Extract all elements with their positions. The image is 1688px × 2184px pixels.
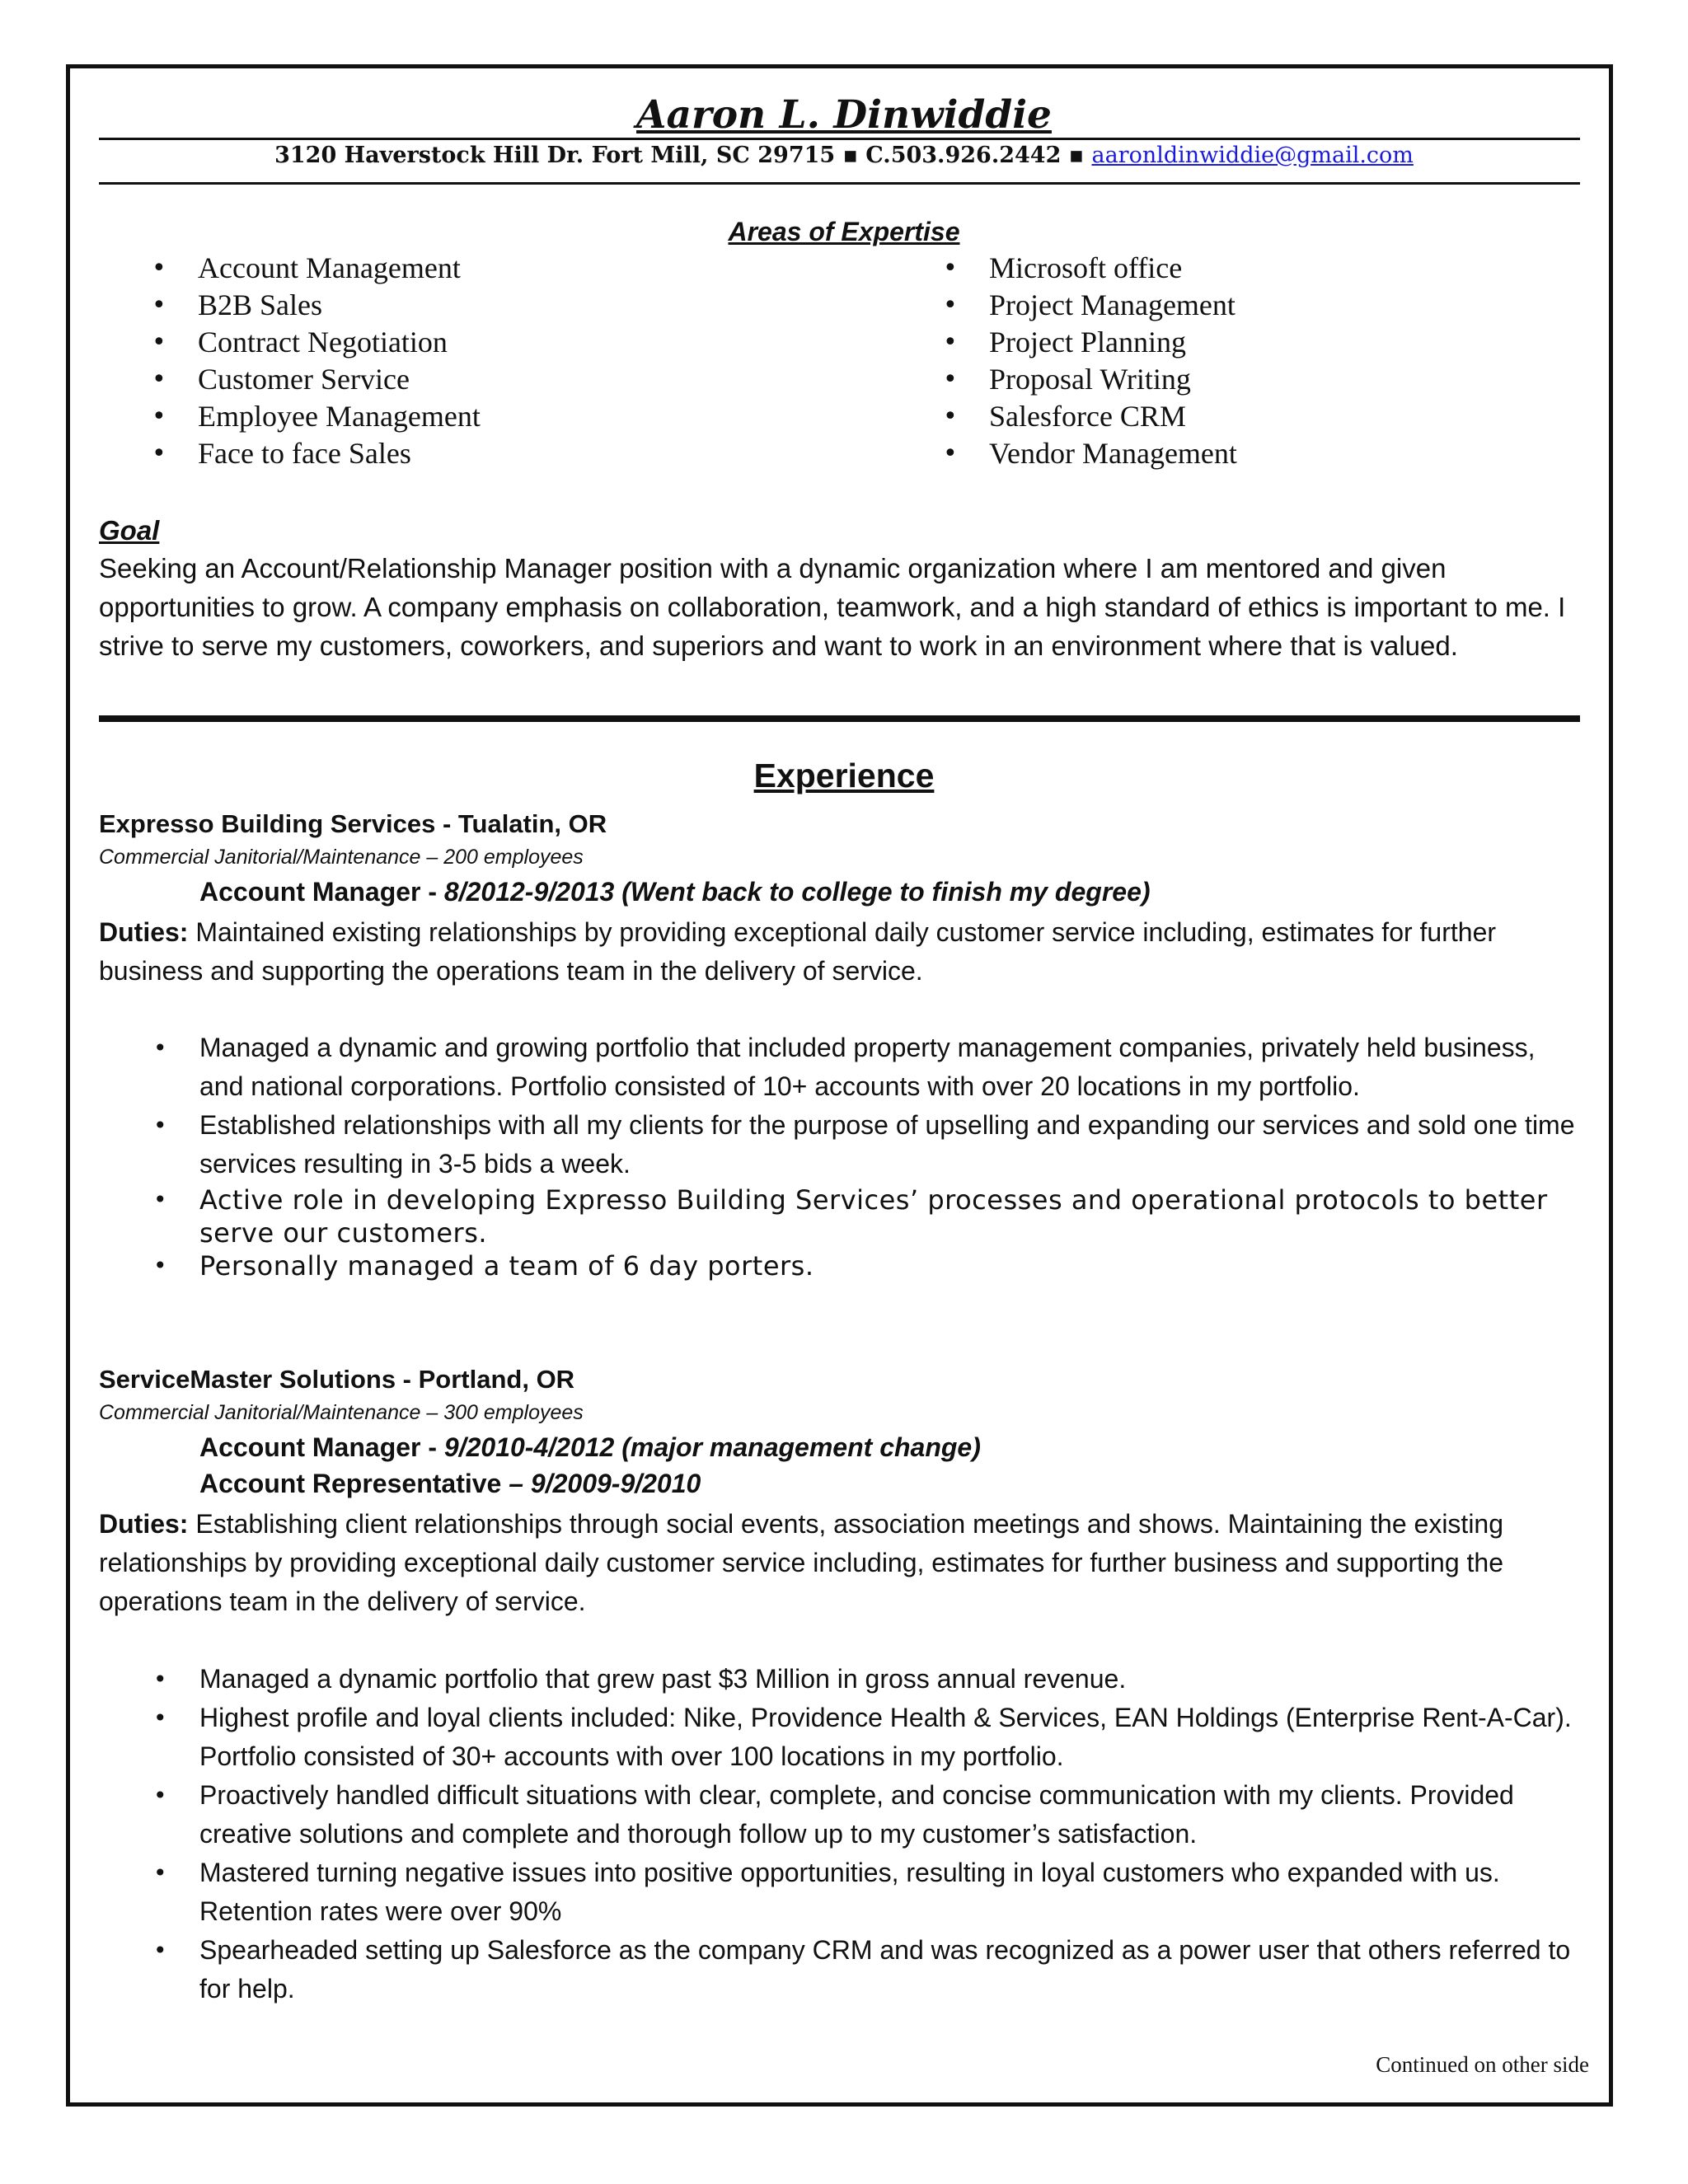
email-link[interactable]: aaronldinwiddie@gmail.com bbox=[1091, 143, 1414, 168]
skill-item: • Salesforce CRM bbox=[890, 398, 1237, 435]
job-role bbox=[199, 1432, 981, 1463]
candidate-name: Aaron L. Dinwiddie bbox=[636, 92, 1052, 138]
skill-item: • Account Management bbox=[99, 250, 481, 287]
job-duties bbox=[99, 1505, 1582, 1621]
list-item: • Proactively handled difficult situations with clear, complete, and concise communication with my clients. Provided creative solutions and complete and thorough follow up to my customer’s satisfaction. bbox=[99, 1776, 1582, 1854]
skill-item: • B2B Sales bbox=[99, 287, 481, 324]
list-item: • Mastered turning negative issues into positive opportunities, resulting in loyal customers who expanded with us. Retention rates were over 90% bbox=[99, 1854, 1582, 1931]
duties-text: Maintained existing relationships by providing exceptional daily customer service including, estimates for further business and supporting the operations team in the delivery of service. bbox=[99, 917, 1497, 986]
header-rule-top bbox=[99, 138, 1580, 140]
job-role bbox=[199, 877, 1151, 907]
role-title: Account Representative bbox=[199, 1469, 509, 1498]
job-bullets bbox=[99, 1029, 1582, 1282]
expertise-title: Areas of Expertise bbox=[728, 217, 960, 246]
job-subtitle: Commercial Janitorial/Maintenance – 300 employees bbox=[99, 1401, 584, 1424]
skill-item: • Customer Service bbox=[99, 361, 481, 398]
expertise-list-right bbox=[890, 250, 1237, 472]
skill-item: • Contract Negotiation bbox=[99, 324, 481, 361]
skill-item: • Microsoft office bbox=[890, 250, 1237, 287]
list-item: • Managed a dynamic and growing portfolio that included property management companies, privately held business, and national corporations. Portfolio consisted of 10+ accounts with over 20 locations in my portfolio. bbox=[99, 1029, 1582, 1106]
job-bullets bbox=[99, 1660, 1582, 2008]
duties-label: Duties: bbox=[99, 917, 189, 947]
duties-label: Duties: bbox=[99, 1509, 189, 1539]
duties-text: Establishing client relationships through social events, association meetings and shows. Maintaining the existing relationships by providing exceptional daily customer service including, estimates for further business and supporting the operations team in the delivery of service. bbox=[99, 1509, 1504, 1616]
skill-item: • Vendor Management bbox=[890, 435, 1237, 472]
section-divider bbox=[99, 715, 1580, 722]
role-title: Account Manager - bbox=[199, 877, 444, 907]
skill-item: • Project Planning bbox=[890, 324, 1237, 361]
skill-item: • Face to face Sales bbox=[99, 435, 481, 472]
header-rule-bottom bbox=[99, 182, 1580, 185]
job-company: Expresso Building Services - Tualatin, OR bbox=[99, 809, 607, 838]
list-item: • Highest profile and loyal clients included: Nike, Providence Health & Services, EAN Holdings (Enterprise Rent-A-Car). Portfolio consisted of 30+ accounts with over 100 locations in my portfolio. bbox=[99, 1699, 1582, 1776]
skill-item: • Employee Management bbox=[99, 398, 481, 435]
contact-line bbox=[0, 143, 1688, 168]
job-subtitle: Commercial Janitorial/Maintenance – 200 employees bbox=[99, 846, 584, 869]
goal-title: Goal bbox=[99, 515, 160, 546]
role-dates: – 9/2009-9/2010 bbox=[509, 1469, 701, 1498]
continued-note: Continued on other side bbox=[1376, 2052, 1589, 2077]
goal-text: Seeking an Account/Relationship Manager position with a dynamic organization where I am mentored and given opportunities to grow. A company emphasis on collaboration, teamwork, and a high standard of ethics is important to me. I strive to serve my customers, coworkers, and superiors and want to work in an environment where that is valued. bbox=[99, 553, 1566, 661]
job-duties bbox=[99, 913, 1582, 991]
role-dates: 9/2010-4/2012 (major management change) bbox=[443, 1432, 981, 1462]
experience-title: Experience bbox=[753, 757, 935, 794]
role-dates: 8/2012-9/2013 (Went back to college to finish my degree) bbox=[443, 877, 1151, 907]
job-role bbox=[199, 1469, 701, 1499]
list-item: • Active role in developing Expresso Building Services’ processes and operational protocols to better serve our customers. bbox=[99, 1183, 1582, 1249]
contact-address: 3120 Haverstock Hill Dr. Fort Mill, SC 29715 ▪ C.503.926.2442 ▪ bbox=[274, 143, 1092, 168]
list-item: • Personally managed a team of 6 day porters. bbox=[99, 1249, 1582, 1282]
skill-item: • Project Management bbox=[890, 287, 1237, 324]
list-item: • Established relationships with all my clients for the purpose of upselling and expanding our services and sold one time services resulting in 3-5 bids a week. bbox=[99, 1106, 1582, 1183]
role-title: Account Manager - bbox=[199, 1432, 444, 1462]
expertise-list-left bbox=[99, 250, 481, 472]
list-item: • Spearheaded setting up Salesforce as the company CRM and was recognized as a power user that others referred to for help. bbox=[99, 1931, 1582, 2008]
job-company: ServiceMaster Solutions - Portland, OR bbox=[99, 1365, 575, 1394]
skill-item: • Proposal Writing bbox=[890, 361, 1237, 398]
list-item: • Managed a dynamic portfolio that grew past $3 Million in gross annual revenue. bbox=[99, 1660, 1582, 1699]
